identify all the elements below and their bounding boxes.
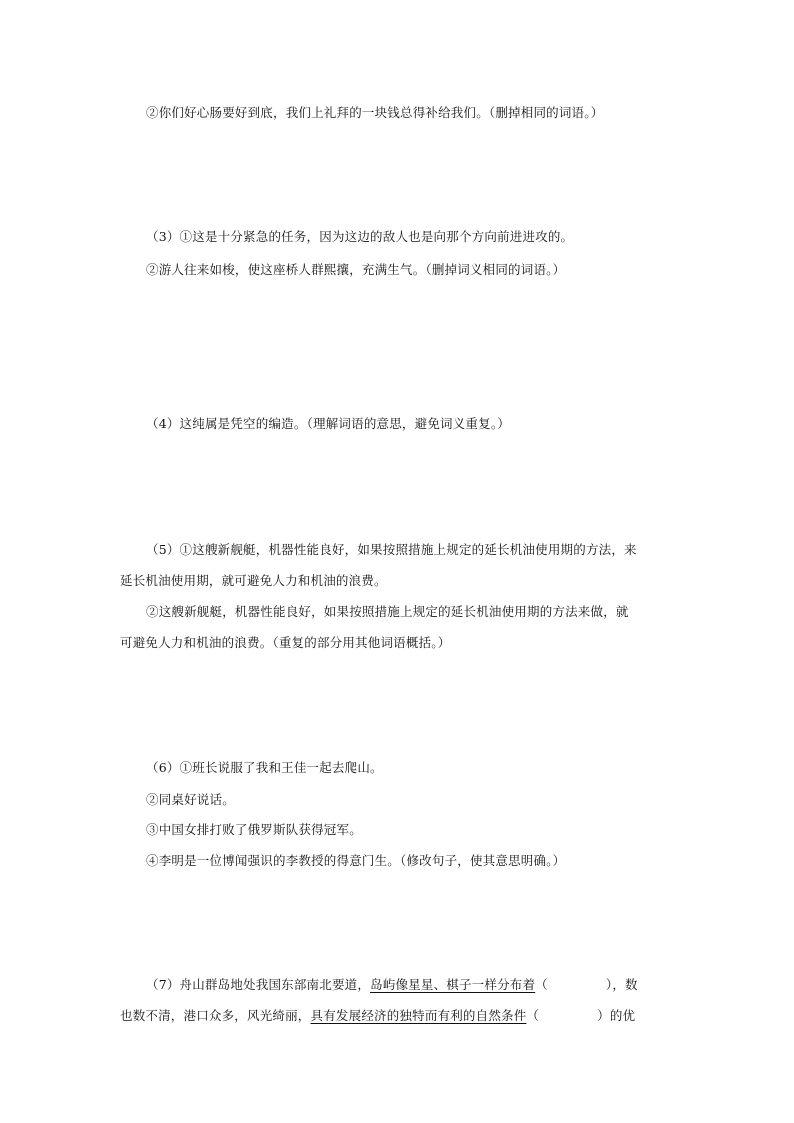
instruction-note: （重复的部分用其他词语概括。） <box>272 635 451 650</box>
sentence-text: （6）①班长说服了我和王佳一起去爬山。 <box>146 760 383 775</box>
instruction-note: （修改句子，使其意思明确。） <box>400 853 566 868</box>
item-5-sentence-2-line-1 <box>146 604 629 620</box>
sentence-text: ④李明是一位博闻强识的李教授的得意门生。 <box>146 853 401 868</box>
item-4-sentence <box>146 416 510 432</box>
sentence-text: ②同桌好说话。 <box>146 792 235 807</box>
item-5-sentence-1-line-1 <box>146 542 637 558</box>
bracket-close: ）的优 <box>597 1008 636 1023</box>
bracket-open: （ <box>526 1008 540 1023</box>
underlined-phrase: 岛屿像星星、棋子一样分布着 <box>370 977 536 992</box>
item-6-sentence-4 <box>146 853 565 869</box>
instruction-note: （删掉词义相同的词语。） <box>425 262 566 277</box>
sentence-text: 也数不清，港口众多，风光绮丽， <box>120 1008 311 1023</box>
sentence-text: （4）这纯属是凭空的编造。 <box>146 416 307 431</box>
item-7-line-2 <box>120 1008 635 1024</box>
sentence-text: ②游人往来如梭，使这座桥人群熙攘，充满生气。 <box>146 262 426 277</box>
item-3-sentence-1 <box>146 229 573 245</box>
sentence-text: （7）舟山群岛地处我国东部南北要道， <box>146 977 371 992</box>
sentence-text: 可避免人力和机油的浪费。 <box>120 635 273 650</box>
sentence-text: ③中国女排打败了俄罗斯队获得冠军。 <box>146 822 362 837</box>
instruction-note: （删掉相同的词语。） <box>488 105 604 120</box>
item-3-sentence-2 <box>146 262 565 278</box>
item-5-sentence-2-line-2 <box>120 635 450 651</box>
sentence-text: （3）①这是十分紧急的任务，因为这边的敌人也是向那个方向前进进攻的。 <box>146 229 574 244</box>
sentence-text: （5）①这艘新舰艇，机器性能良好，如果按照措施上规定的延长机油使用期的方法，来 <box>146 542 637 557</box>
item-2-sentence-2 <box>146 105 603 121</box>
sentence-text: 延长机油使用期，就可避免人力和机油的浪费。 <box>120 573 387 588</box>
item-7-line-1 <box>146 977 638 993</box>
item-6-sentence-3 <box>146 822 362 838</box>
sentence-text: ②你们好心肠要好到底，我们上礼拜的一块钱总得补给我们。 <box>146 105 489 120</box>
instruction-note: （理解词语的意思，避免词义重复。） <box>306 416 510 431</box>
underlined-phrase: 具有发展经济的独特而有利的自然条件 <box>310 1008 527 1023</box>
sentence-text: ②这艘新舰艇，机器性能良好，如果按照措施上规定的延长机油使用期的方法来做，就 <box>146 604 629 619</box>
bracket-open: （ <box>535 977 548 992</box>
item-6-sentence-2 <box>146 792 235 808</box>
item-5-sentence-1-line-2 <box>120 573 387 589</box>
bracket-close: ），数 <box>605 977 638 992</box>
item-6-sentence-1 <box>146 760 383 776</box>
